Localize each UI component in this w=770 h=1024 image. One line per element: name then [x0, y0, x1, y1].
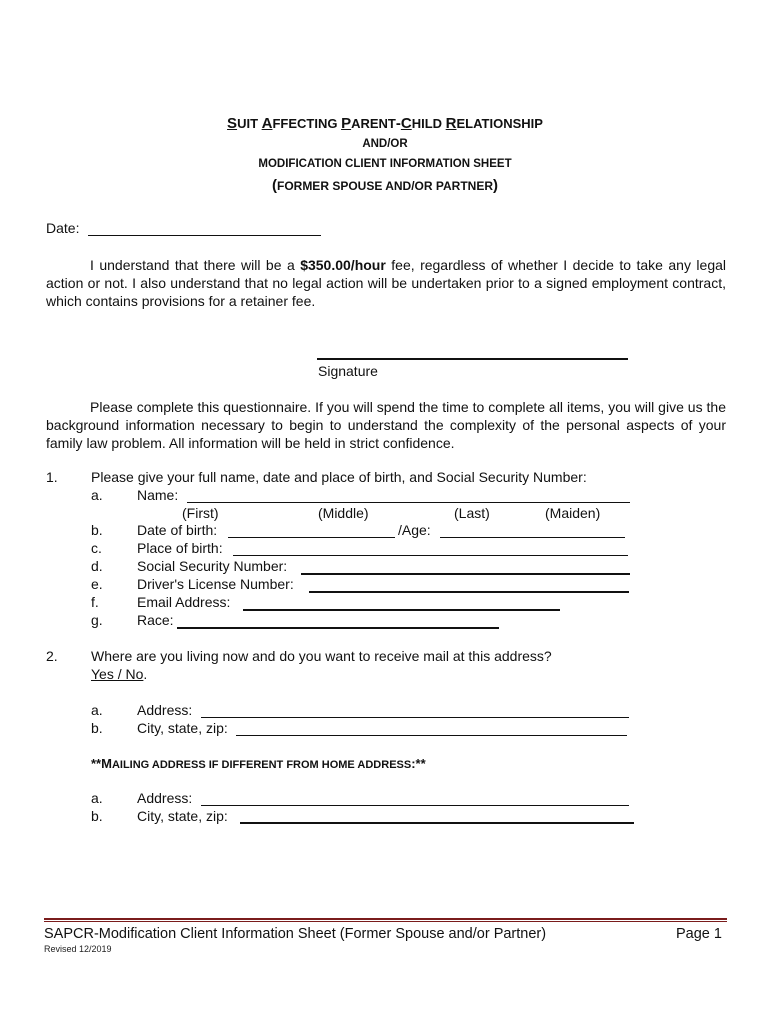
- name-last-hint: (Last): [454, 505, 490, 521]
- mail-a-letter: a.: [91, 790, 103, 806]
- title-initial: R: [445, 115, 457, 132]
- revised-date: Revised 12/2019: [44, 944, 112, 954]
- title-paren: (: [271, 177, 277, 194]
- age-label: /Age:: [398, 522, 431, 538]
- questionnaire-text: Please complete this questionnaire. If you will spend the time to complete all items, you will give us the background information necessary to begin to understand the complexity of the personal aspects of your family law problem. All information will be held in strict confidence.: [46, 399, 726, 451]
- intro-text: I understand that there will be a: [90, 257, 301, 273]
- ssn-label: Social Security Number:: [137, 558, 288, 574]
- home-city-field[interactable]: [236, 735, 627, 736]
- q2-text: Where are you living now and do you want to receive mail at this address?: [91, 648, 552, 664]
- footer-rule: [44, 918, 727, 920]
- q1c-letter: c.: [91, 540, 102, 556]
- q1b-letter: b.: [91, 522, 103, 538]
- q1a-letter: a.: [91, 487, 103, 503]
- title-part: UIT: [237, 116, 262, 131]
- mail-city-field[interactable]: [240, 822, 634, 824]
- name-maiden-hint: (Maiden): [545, 505, 601, 521]
- title-initial: S: [227, 115, 238, 132]
- name-middle-hint: (Middle): [318, 505, 369, 521]
- q1e-letter: e.: [91, 576, 103, 592]
- title-initial: C: [400, 115, 412, 132]
- signature-field[interactable]: [317, 358, 628, 360]
- title-paren: ): [493, 177, 498, 194]
- q2b-letter: b.: [91, 720, 103, 736]
- q1-number: 1.: [46, 469, 58, 485]
- title-part: HILD: [411, 116, 446, 131]
- birthplace-label: Place of birth:: [137, 540, 223, 556]
- questionnaire-paragraph: [46, 398, 726, 452]
- email-field[interactable]: [243, 609, 560, 611]
- name-label: Name:: [137, 487, 179, 503]
- title-part: ELATIONSHIP: [456, 116, 543, 131]
- license-field[interactable]: [309, 591, 629, 593]
- name-first-hint: (First): [182, 505, 219, 521]
- signature-label: Signature: [318, 363, 378, 379]
- q1f-letter: f.: [91, 594, 99, 610]
- mail-address-label: Address:: [137, 790, 193, 806]
- home-address-label: Address:: [137, 702, 193, 718]
- q2a-letter: a.: [91, 702, 103, 718]
- race-field[interactable]: [177, 627, 499, 629]
- home-address-field[interactable]: [201, 717, 629, 718]
- race-label: Race:: [137, 612, 174, 628]
- dob-field[interactable]: [228, 537, 395, 538]
- title-modification: MODIFICATION CLIENT INFORMATION SHEET: [258, 158, 512, 170]
- age-field[interactable]: [440, 537, 625, 538]
- page-number: Page 1: [676, 926, 722, 942]
- date-label: Date:: [46, 220, 80, 236]
- intro-text: fee, regardless of whether I decide to take any legal action or not. I also understand that no legal action will be undertaken prior to a signed employment contract, which contains provisions for a retainer fee.: [46, 257, 727, 309]
- yes-no-option[interactable]: Yes / No: [91, 666, 144, 682]
- q2-number: 2.: [46, 648, 58, 664]
- mailing-heading-end: :**: [411, 756, 426, 771]
- fee-amount: $350.00/hour: [300, 257, 386, 273]
- mail-address-field[interactable]: [201, 805, 629, 806]
- yes-no-choice[interactable]: [91, 666, 147, 682]
- birthplace-field[interactable]: [233, 555, 628, 556]
- date-field[interactable]: [88, 235, 321, 236]
- license-label: Driver's License Number:: [137, 576, 294, 592]
- intro-paragraph: [46, 256, 726, 310]
- title-part: FFECTING: [272, 116, 342, 131]
- footer-title: SAPCR-Modification Client Information Sheet (Former Spouse and/or Partner): [44, 926, 547, 942]
- dob-label: Date of birth:: [137, 522, 218, 538]
- email-label: Email Address:: [137, 594, 231, 610]
- ssn-field[interactable]: [301, 573, 630, 575]
- period: .: [143, 666, 148, 682]
- document-title: [0, 115, 770, 132]
- mailing-heading-text: AILING ADDRESS IF DIFFERENT FROM HOME ADDRESS: [111, 759, 412, 771]
- title-initial: A: [261, 115, 273, 132]
- mail-b-letter: b.: [91, 808, 103, 824]
- name-field[interactable]: [187, 502, 630, 503]
- q1g-letter: g.: [91, 612, 103, 628]
- q1d-letter: d.: [91, 558, 103, 574]
- title-and-or: AND/OR: [362, 138, 408, 150]
- mail-city-label: City, state, zip:: [137, 808, 228, 824]
- title-former-spouse: [0, 177, 770, 194]
- title-initial: P: [341, 115, 352, 132]
- home-city-label: City, state, zip:: [137, 720, 228, 736]
- title-part: FORMER SPOUSE AND/OR PARTNER: [276, 179, 493, 193]
- q1-text: Please give your full name, date and place of birth, and Social Security Number:: [91, 469, 587, 485]
- footer-rule-thin: [44, 921, 727, 922]
- mailing-heading-start: **M: [91, 756, 112, 771]
- title-part: -: [395, 115, 401, 132]
- mailing-heading: [91, 756, 426, 771]
- title-part: ARENT: [351, 116, 396, 131]
